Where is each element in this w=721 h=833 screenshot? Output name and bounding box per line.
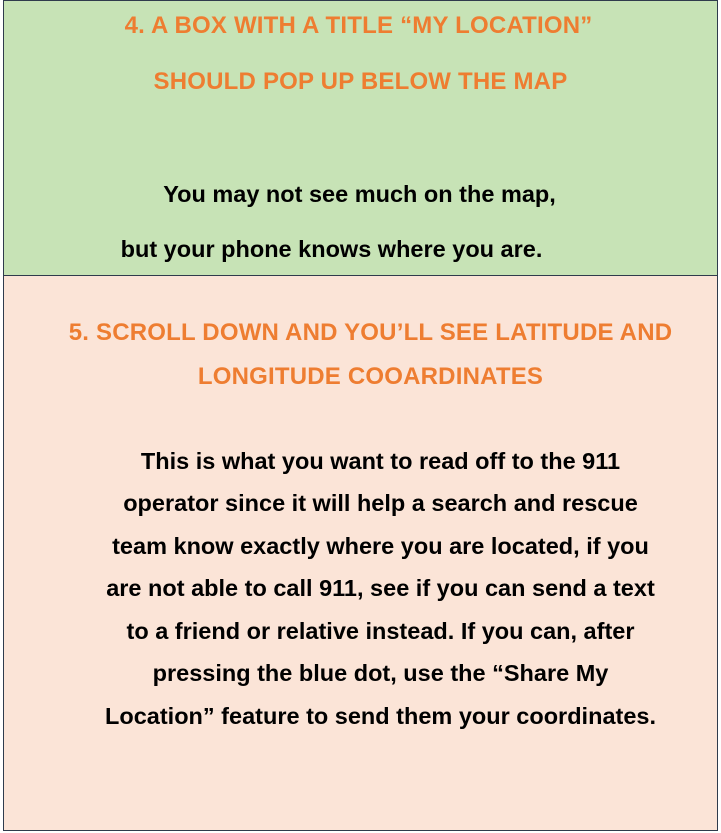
step-5-body-line: team know exactly where you are located, if you [112,533,649,559]
step-5-body-line: to a friend or relative instead. If you can, after [126,618,635,644]
step-4-heading-line-1: 4. A BOX WITH A TITLE “MY LOCATION” [124,12,593,39]
step-5-heading-line-2: LONGITUDE COOARDINATES [197,363,544,390]
step-5-heading-line-1: 5. SCROLL DOWN AND YOU’LL SEE LATITUDE AND [68,319,673,346]
step-5-body-line: are not able to call 911, see if you can send a text [106,575,655,601]
step-4-panel [3,0,718,276]
step-4-body-line-1: You may not see much on the map, [163,181,556,207]
step-5-body-line: This is what you want to read off to the 911 [140,448,621,474]
step-4-heading-line-2: SHOULD POP UP BELOW THE MAP [153,68,568,95]
step-5-panel [3,275,718,831]
step-5-body-line: Location” feature to send them your coordinates. [104,703,657,729]
step-4-body-line-2: but your phone knows where you are. [120,236,543,262]
step-5-body-line: pressing the blue dot, use the “Share My [152,660,609,686]
step-5-body-line: operator since it will help a search and rescue [123,490,638,516]
